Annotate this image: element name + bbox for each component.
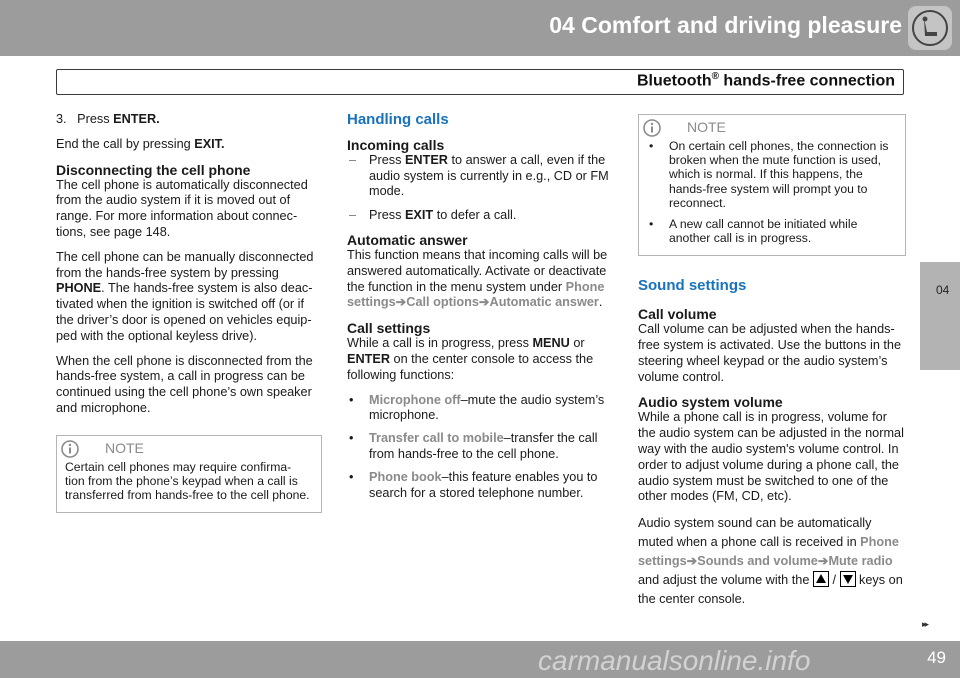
- list-item: • On certain cell phones, the connection is broken when the mute function is used, which is normal. If this happens, the hands-free system will prompt you to reconnect.: [649, 139, 889, 210]
- footer-bar: [0, 641, 960, 678]
- audio-volume-heading: Audio system volume: [638, 394, 783, 411]
- note-text: Certain cell phones may require confirma- tion from the phone’s keypad when a call is transferred from hands-free to the cell phone.: [65, 459, 310, 503]
- call-settings-heading: Call settings: [347, 320, 431, 337]
- volume-up-key-icon: [813, 571, 829, 587]
- chapter-side-tab: [920, 262, 960, 370]
- automatic-answer-text: This function means that incoming calls will be answered automatically. Activate or deactivate the function in the menu system under Phone settings➔Call options➔Automatic answer.: [347, 247, 608, 310]
- note-title: NOTE: [105, 439, 144, 456]
- continue-arrow-icon: ▸▸: [922, 619, 928, 629]
- list-item: • Phone book–this feature enables you to search for a stored telephone number.: [349, 469, 598, 500]
- section-title: Bluetooth® hands-free connection: [636, 71, 895, 90]
- handling-calls-heading: Handling calls: [347, 111, 449, 128]
- volume-down-key-icon: [840, 571, 856, 587]
- call-volume-text: Call volume can be adjusted when the hands- free system is activated. Use the buttons in the steering wheel keypad or the audio system’s volume control.: [638, 322, 902, 384]
- call-volume-heading: Call volume: [638, 306, 717, 323]
- disconnect-paragraph-1: The cell phone is automatically disconnected from the audio system if it is moved out of range. For more information about connec- tions, see page 148.: [56, 177, 308, 239]
- list-item: – Press ENTER to answer a call, even if the audio system is currently in e.g., CD or FM mode.: [349, 152, 609, 199]
- call-settings-text: While a call is in progress, press MENU or ENTER on the center console to access the following functions:: [347, 336, 594, 382]
- column-left: [56, 112, 322, 513]
- page-number: 49: [927, 648, 946, 667]
- column-middle: [347, 112, 613, 508]
- note-header: [639, 115, 905, 139]
- sound-settings-heading: Sound settings: [638, 277, 747, 295]
- end-call-text: End the call by pressing EXIT.: [56, 136, 225, 151]
- chapter-tab-label: 04: [936, 283, 950, 297]
- list-item: • Transfer call to mobile–transfer the call from hands-free to the cell phone.: [349, 431, 598, 461]
- note-title: NOTE: [687, 119, 726, 135]
- note-list: [639, 139, 905, 245]
- list-item: • A new call cannot be initiated while another call is in progress.: [649, 217, 858, 246]
- list-item: • Microphone off–mute the audio system’s microphone.: [349, 392, 605, 423]
- info-icon: [61, 440, 79, 463]
- disconnect-heading: Disconnecting the cell phone: [56, 161, 251, 178]
- audio-volume-text: While a phone call is in progress, volume for the audio system can be adjusted in the normal way with the audio system's volume control. In order to adjust volume during a phone call, the audio system must be switched to one of the other modes (FM, CD, etc).: [638, 410, 904, 504]
- note-box: [638, 114, 906, 256]
- incoming-calls-heading: Incoming calls: [347, 136, 445, 153]
- step-3: 3. Press ENTER.: [56, 112, 160, 126]
- automatic-answer-heading: Automatic answer: [347, 231, 468, 248]
- seat-icon: [908, 6, 952, 50]
- chapter-title: 04 Comfort and driving pleasure: [549, 12, 902, 38]
- mute-radio-text: Audio system sound can be automatically muted when a phone call is received in Phone settings➔Sounds and volume➔Mute radio and adjust the volume with the / keys on the center console.: [638, 516, 903, 607]
- disconnect-paragraph-3: When the cell phone is disconnected from the hands-free system, a call in progress can be continued using the cell phone’s own speaker and microphone.: [56, 353, 313, 415]
- list-item: – Press EXIT to defer a call.: [349, 208, 517, 223]
- section-header: [56, 69, 904, 95]
- note-box: [56, 435, 322, 514]
- watermark: carmanualsonline.info: [538, 645, 811, 676]
- column-right: [638, 114, 904, 618]
- disconnect-paragraph-2: The cell phone can be manually disconnected from the hands-free system by pressing PHONE. The hands-free system is also deac- tivated when the ignition is switched off (or if the driver’s door is opened on vehicles equip- ped with the optional keyless drive).: [56, 249, 314, 343]
- note-header: [57, 436, 321, 460]
